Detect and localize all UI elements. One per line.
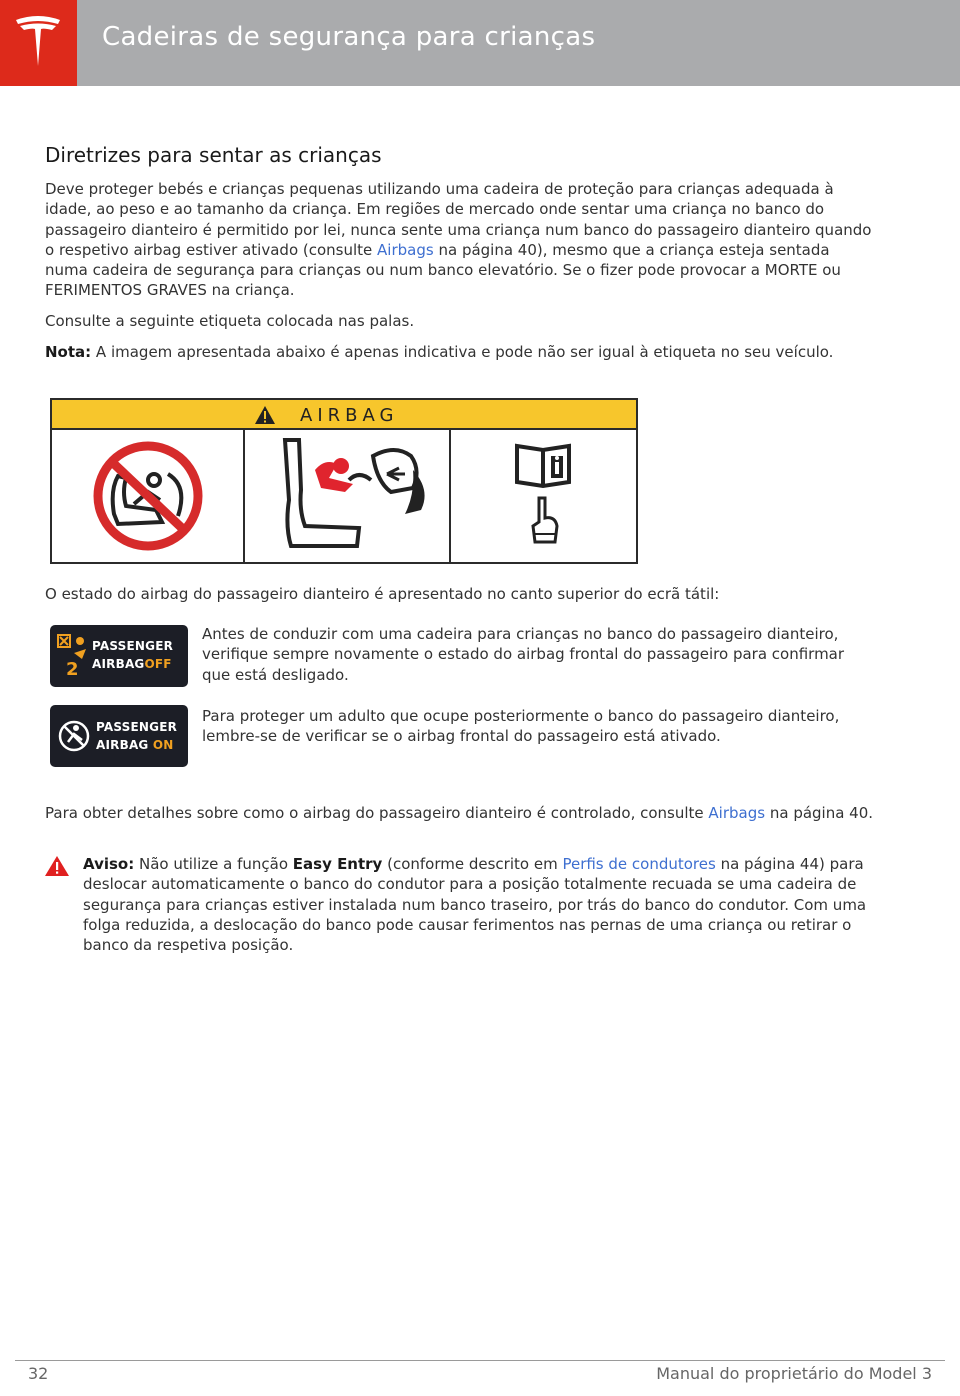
on-icon-state-word: ON: [152, 738, 174, 752]
read-manual-icon: [451, 430, 636, 560]
on-icon-line1: PASSENGER: [96, 720, 178, 734]
passenger-airbag-on-indicator: [50, 705, 188, 767]
off-icon-line1: PASSENGER: [92, 639, 174, 653]
warning-text-a: Não utilize a função: [134, 855, 293, 873]
off-icon-airbag-word: AIRBAG: [92, 657, 145, 671]
page-header-bar: [0, 0, 960, 86]
tesla-logo-box: [0, 0, 77, 86]
details-text-a: Para obter detalhes sobre como o airbag do passageiro dianteiro é controlado, consulte: [45, 804, 709, 822]
off-icon-state-word: OFF: [144, 657, 172, 671]
warning-label: Aviso:: [83, 855, 135, 873]
note-label: Nota:: [45, 343, 92, 361]
label-cell-prohibition: [52, 430, 245, 562]
footer-divider: [15, 1360, 945, 1361]
section-heading: Diretrizes para sentar as crianças: [45, 143, 382, 167]
airbag-label-header: [52, 400, 636, 430]
no-child-seat-icon: [52, 430, 245, 560]
details-text-b: na página 40.: [765, 804, 874, 822]
warning-icon: [44, 855, 70, 877]
airbags-link[interactable]: Airbags: [377, 240, 434, 259]
note-text: A imagem apresentada abaixo é apenas indicativa e pode não ser igual à etiqueta no seu veículo.: [91, 343, 834, 361]
airbag-warning-label: [50, 398, 638, 564]
page-title: Cadeiras de segurança para crianças: [102, 22, 596, 52]
airbag-on-description: Para proteger um adulto que ocupe posteriormente o banco do passageiro dianteiro, lembre-se de verificar se o airbag frontal do passageiro está ativado.: [202, 707, 840, 746]
on-icon-line2: [96, 738, 174, 752]
status-intro: O estado do airbag do passageiro dianteiro é apresentado no canto superior do ecrã tátil:: [45, 585, 720, 603]
warning-triangle-icon: [254, 405, 276, 425]
label-reference-paragraph: Consulte a seguinte etiqueta colocada nas palas.: [45, 312, 415, 330]
warning-text-b: (conforme descrito em: [382, 855, 563, 873]
passenger-airbag-off-indicator: [50, 625, 188, 687]
details-airbags-link[interactable]: Airbags: [708, 804, 766, 822]
warning-paragraph: [83, 854, 873, 955]
airbag-off-seat-icon: [56, 631, 92, 681]
airbag-label-title: AIRBAG: [300, 405, 399, 426]
note-paragraph: [45, 342, 875, 362]
off-icon-line2: [92, 657, 172, 671]
warning-text-c: na página 44) para deslocar automaticamente o banco do condutor para a posição totalmente recuada se uma cadeira de segurança para crianças estiver instalada num banco traseiro, por trás do banco do condutor. Com uma folga reduzida, a deslocação do banco pode causar ferimentos nas pernas de uma criança ou retirar o banco da respetiva posição.: [83, 855, 867, 955]
airbag-on-seat-icon: [56, 714, 92, 758]
airbag-off-description: Antes de conduzir com uma cadeira para crianças no banco do passageiro dianteiro, verifique sempre novamente o estado do airbag frontal do passageiro para confirmar que está desligado.: [202, 625, 845, 684]
driver-profiles-link[interactable]: Perfis de condutores: [562, 855, 716, 873]
intro-text-a: Deve proteger bebés e crianças pequenas utilizando uma cadeira de proteção para crianças adequada à idade, ao peso e ao tamanho da criança. Em regiões de mercado onde sentar uma criança no banco do passageiro dianteiro é permitido por lei, nunca sente uma criança num banco do passageiro dianteiro quando o respetivo airbag estiver ativado (consulte: [45, 180, 872, 259]
page-number: 32: [28, 1364, 49, 1383]
on-icon-airbag-word: AIRBAG: [96, 738, 149, 752]
details-paragraph: [45, 803, 875, 823]
svg-text:2: 2: [66, 659, 79, 680]
easy-entry-term: Easy Entry: [292, 855, 383, 873]
intro-paragraph: [45, 179, 875, 301]
airbag-deploy-icon: [245, 430, 451, 560]
intro-text-b: na página 40), mesmo que a criança esteja sentada numa cadeira de segurança para crianças ou num banco elevatório. Se o fizer pode provocar a MORTE ou FERIMENTOS GRAVES na criança.: [45, 240, 841, 300]
label-cell-manual: [451, 430, 636, 562]
tesla-logo-icon: [14, 14, 62, 70]
manual-title: Manual do proprietário do Model 3: [656, 1364, 932, 1383]
label-cell-seat-airbag: [245, 430, 451, 562]
